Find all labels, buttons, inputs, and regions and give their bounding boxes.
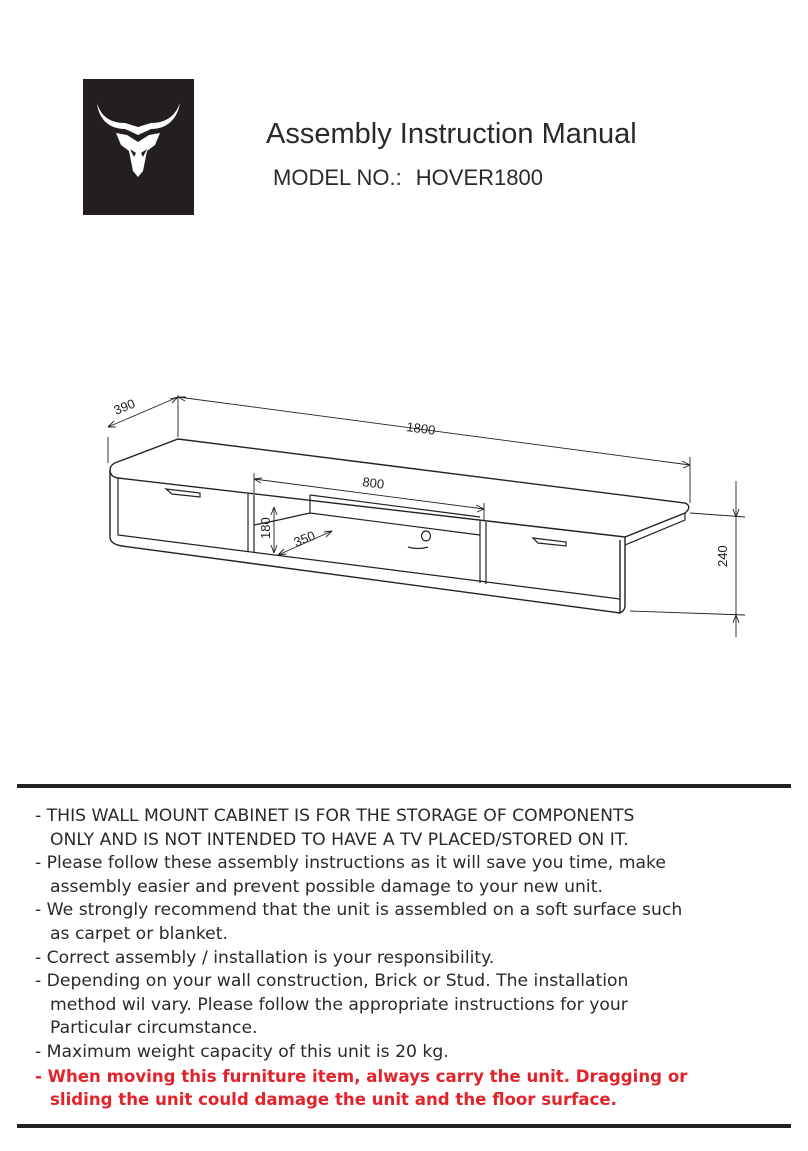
divider-top (17, 784, 791, 788)
page-title: Assembly Instruction Manual (266, 118, 637, 150)
instruction-notes (35, 805, 775, 1112)
model-number (273, 165, 543, 191)
note-item: - THIS WALL MOUNT CABINET IS FOR THE STORAGE OF COMPONENTS ONLY AND IS NOT INTENDED TO HAVE A TV PLACED/STORED ON IT. (35, 806, 635, 850)
dim-opening-depth: 350 (291, 527, 318, 550)
note-item: - Please follow these assembly instructions as it will save you time, make assembly easier and prevent possible damage to your new unit. (35, 853, 666, 897)
bull-head-icon (83, 79, 194, 215)
model-label: MODEL NO.: (273, 165, 402, 190)
dim-width: 1800 (405, 419, 437, 438)
note-item: - Depending on your wall construction, Brick or Stud. The installation method wil vary. Please follow the appropriate instructions for your Particular circumstance. (35, 971, 629, 1039)
note-item: - We strongly recommend that the unit is assembled on a soft surface such as carpet or blanket. (35, 900, 683, 944)
dim-height: 240 (715, 545, 730, 567)
divider-bottom (17, 1124, 791, 1128)
cabinet-drawing (100, 385, 760, 645)
dim-depth: 390 (111, 395, 138, 418)
note-item: - Maximum weight capacity of this unit is 20 kg. (35, 1041, 449, 1062)
brand-name: TAURIS (112, 264, 165, 277)
dim-opening-height: 180 (258, 517, 273, 539)
warning-note: - When moving this furniture item, always carry the unit. Dragging or sliding the unit could damage the unit and the floor surface. (35, 1066, 688, 1110)
dim-opening-width: 800 (361, 474, 386, 492)
brand-logo (83, 79, 194, 277)
model-value: HOVER1800 (415, 165, 543, 190)
note-item: - Correct assembly / installation is your responsibility. (35, 947, 495, 968)
